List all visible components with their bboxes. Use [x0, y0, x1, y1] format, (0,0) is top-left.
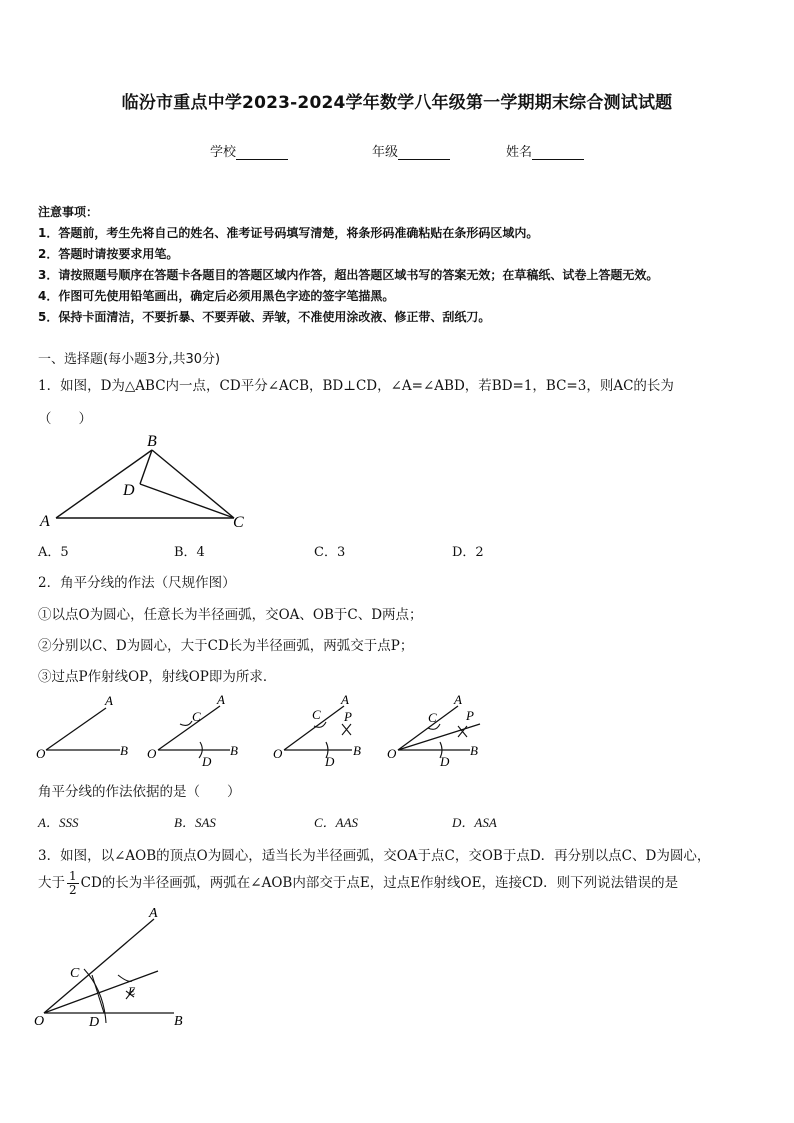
- notes-item: 4．作图可先使用铅笔画出，确定后必须用黑色字迹的签字笔描黑。: [38, 289, 395, 303]
- school-field: [210, 141, 288, 160]
- q1-label-B: B: [147, 433, 157, 450]
- q1-option-b[interactable]: B．4: [174, 545, 205, 560]
- grade-label: 年级: [372, 145, 399, 160]
- name-label: 姓名: [506, 145, 533, 160]
- q2-stem: 2．角平分线的作法（尺规作图）: [38, 575, 236, 591]
- q1-option-c[interactable]: C．3: [314, 545, 346, 560]
- section-heading: 一、选择题(每小题3分,共30分): [38, 352, 221, 367]
- q2-fig4-label-P: P: [466, 708, 474, 723]
- q2-option-b[interactable]: B．SAS: [174, 815, 216, 830]
- q2-fig4-label-C: C: [428, 710, 437, 725]
- q1-label-D: D: [123, 482, 135, 499]
- q2-fig1-label-A: A: [105, 693, 113, 708]
- q2-figure-4: [387, 692, 480, 769]
- notes-heading: 注意事项：: [38, 205, 99, 219]
- q2-fig4-label-D: D: [440, 754, 450, 769]
- grade-field: [372, 141, 450, 160]
- q2-fig1-label-O: O: [36, 746, 46, 761]
- grade-blank: [398, 145, 450, 160]
- q2-fig2-label-O: O: [147, 746, 157, 761]
- q2-fig2-label-C: C: [192, 709, 201, 724]
- school-label: 学校: [210, 145, 237, 160]
- q2-option-c[interactable]: C．AAS: [314, 815, 359, 830]
- q1-paren: （ ）: [38, 411, 92, 427]
- q2-figures: [30, 690, 500, 770]
- q2-figure-1: [36, 693, 128, 761]
- q1-stem: 1．如图，D为△ABC内一点，CD平分∠ACB，BD⊥CD，∠A=∠ABD，若BD=1，BC=3，则AC的长为: [38, 378, 674, 394]
- q3-figure: [30, 905, 200, 1035]
- q1-label-C: C: [233, 514, 244, 531]
- q2-option-a[interactable]: A．SSS: [38, 815, 79, 830]
- q2-question: 角平分线的作法依据的是（ ）: [38, 784, 241, 800]
- school-blank: [236, 145, 288, 160]
- q2-figure-2: [147, 692, 238, 769]
- q1-figure: [36, 430, 256, 534]
- name-blank: [532, 145, 584, 160]
- q2-fig3-label-D: D: [325, 754, 335, 769]
- q2-fig3-label-A: A: [341, 692, 349, 707]
- q3-label-C: C: [70, 966, 80, 981]
- q2-fig3-label-O: O: [273, 746, 283, 761]
- q3-label-E: E: [128, 984, 136, 998]
- q3-line2-post: CD的长为半径画弧，两弧在∠AOB内部交于点E，过点E作射线OE，连接CD．则下列说法错误的是: [80, 875, 679, 891]
- q2-fig3-label-C: C: [312, 707, 321, 722]
- notes-item: 1．答题前，考生先将自己的姓名、准考证号码填写清楚，将条形码准确粘贴在条形码区域内。: [38, 226, 539, 240]
- q3-fraction: [67, 870, 79, 897]
- notes-item: 2．答题时请按要求用笔。: [38, 247, 179, 261]
- q3-line1: 3．如图，以∠AOB的顶点O为圆心，适当长为半径画弧，交OA于点C，交OB于点D．再分别以点C、D为圆心，: [38, 848, 711, 864]
- q3-frac-den: 2: [69, 883, 77, 897]
- page-title: 临汾市重点中学2023-2024学年数学八年级第一学期期末综合测试试题: [121, 93, 673, 113]
- q2-option-d[interactable]: D．ASA: [452, 815, 497, 830]
- q1-label-A: A: [40, 513, 50, 530]
- q2-step3: ③过点P作射线OP，射线OP即为所求．: [38, 669, 277, 685]
- q2-fig4-label-B: B: [470, 743, 478, 758]
- q3-line2-pre: 大于: [38, 875, 65, 891]
- q2-fig2-label-B: B: [230, 743, 238, 758]
- q2-fig2-label-D: D: [202, 754, 212, 769]
- q3-frac-num: 1: [69, 869, 77, 883]
- q3-line2: [38, 870, 678, 897]
- notes-item: 3．请按照题号顺序在答题卡各题目的答题区域内作答，超出答题区域书写的答案无效；在草稿纸、试卷上答题无效。: [38, 268, 659, 282]
- q2-fig2-label-A: A: [217, 692, 225, 707]
- notes-section: [38, 203, 768, 328]
- q2-figure-3: [273, 692, 361, 769]
- q2-fig3-label-B: B: [353, 743, 361, 758]
- q1-option-d[interactable]: D．2: [452, 545, 484, 560]
- q2-fig4-label-A: A: [454, 692, 462, 707]
- q2-fig1-label-B: B: [120, 743, 128, 758]
- q1-option-a[interactable]: A．5: [38, 545, 69, 560]
- q3-label-O: O: [34, 1014, 45, 1029]
- name-field: [506, 141, 584, 160]
- q3-label-D: D: [89, 1015, 100, 1030]
- notes-item: 5．保持卡面清洁，不要折暴、不要弄破、弄皱，不准使用涂改液、修正带、刮纸刀。: [38, 310, 491, 324]
- q2-fig4-label-O: O: [387, 746, 397, 761]
- q3-label-A: A: [149, 906, 158, 921]
- q3-label-B: B: [174, 1014, 183, 1029]
- q2-step1: ①以点O为圆心，任意长为半径画弧，交OA、OB于C、D两点；: [38, 607, 423, 623]
- q2-fig3-label-P: P: [344, 709, 352, 724]
- q2-step2: ②分别以C、D为圆心，大于CD长为半径画弧，两弧交于点P；: [38, 638, 414, 654]
